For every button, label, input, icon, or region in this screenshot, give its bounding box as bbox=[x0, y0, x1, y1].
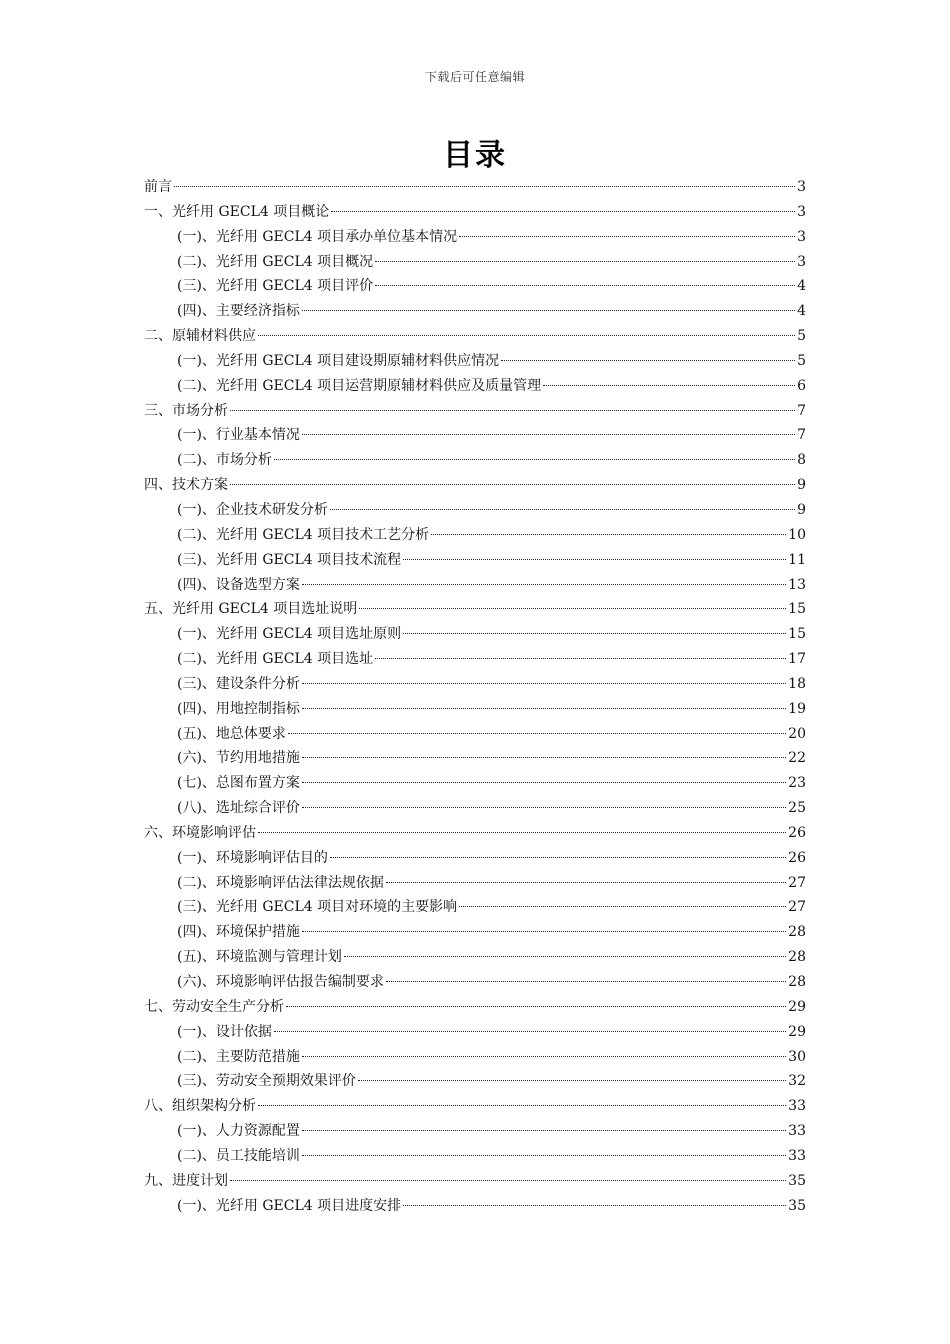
toc-dot-leader bbox=[302, 310, 795, 311]
toc-entry[interactable] bbox=[144, 821, 806, 846]
toc-entry-text: (三)、建设条件分析 bbox=[177, 675, 300, 692]
toc-entry[interactable] bbox=[144, 573, 806, 598]
toc-dot-leader bbox=[331, 211, 795, 212]
toc-dot-leader bbox=[431, 534, 786, 535]
toc-entry-text: (二)、光纤用 GECL4 项目技术工艺分析 bbox=[177, 526, 430, 543]
toc-entry-page-number: 7 bbox=[797, 427, 806, 444]
toc-entry[interactable] bbox=[144, 1069, 806, 1094]
toc-entry-page-number: 10 bbox=[788, 526, 806, 543]
toc-entry-page-number: 26 bbox=[788, 824, 806, 841]
toc-entry[interactable] bbox=[144, 970, 806, 995]
toc-entry-page-number: 5 bbox=[797, 328, 806, 345]
toc-entry-text: 四、技术方案 bbox=[144, 477, 228, 494]
toc-entry[interactable] bbox=[144, 200, 806, 225]
toc-entry[interactable] bbox=[144, 548, 806, 573]
toc-entry-text: (一)、人力资源配置 bbox=[177, 1123, 300, 1140]
toc-entry-page-number: 3 bbox=[797, 228, 806, 245]
header-note: 下载后可任意编辑 bbox=[424, 70, 525, 84]
toc-entry-text: (四)、设备选型方案 bbox=[177, 576, 300, 593]
toc-dot-leader bbox=[302, 584, 786, 585]
toc-entry-text: 三、市场分析 bbox=[144, 402, 228, 419]
toc-dot-leader bbox=[403, 559, 786, 560]
toc-dot-leader bbox=[302, 1155, 786, 1156]
toc-dot-leader bbox=[302, 757, 786, 758]
toc-entry[interactable] bbox=[144, 1045, 806, 1070]
toc-entry-text: (一)、光纤用 GECL4 项目建设期原辅材料供应情况 bbox=[177, 352, 500, 369]
toc-entry-text: (一)、环境影响评估目的 bbox=[177, 849, 328, 866]
toc-entry-page-number: 9 bbox=[797, 477, 806, 494]
toc-entry-page-number: 23 bbox=[788, 775, 806, 792]
toc-dot-leader bbox=[230, 1180, 786, 1181]
toc-entry-text: (三)、光纤用 GECL4 项目评价 bbox=[177, 278, 374, 295]
toc-dot-leader bbox=[286, 1006, 786, 1007]
toc-entry-page-number: 7 bbox=[797, 402, 806, 419]
toc-dot-leader bbox=[330, 857, 786, 858]
toc-entry[interactable] bbox=[144, 423, 806, 448]
toc-entry-page-number: 20 bbox=[788, 725, 806, 742]
toc-dot-leader bbox=[302, 434, 795, 435]
toc-entry[interactable] bbox=[144, 796, 806, 821]
toc-entry[interactable] bbox=[144, 771, 806, 796]
toc-entry-page-number: 28 bbox=[788, 949, 806, 966]
toc-dot-leader bbox=[302, 683, 786, 684]
toc-dot-leader bbox=[230, 484, 795, 485]
toc-entry[interactable] bbox=[144, 523, 806, 548]
toc-entry-text: (二)、光纤用 GECL4 项目运营期原辅材料供应及质量管理 bbox=[177, 377, 542, 394]
toc-entry-text: (二)、主要防范措施 bbox=[177, 1048, 300, 1065]
toc-entry-page-number: 33 bbox=[788, 1098, 806, 1115]
toc-dot-leader bbox=[330, 509, 795, 510]
toc-dot-leader bbox=[344, 956, 786, 957]
toc-entry-page-number: 29 bbox=[788, 998, 806, 1015]
toc-entry-page-number: 30 bbox=[788, 1048, 806, 1065]
toc-entry[interactable] bbox=[144, 871, 806, 896]
toc-dot-leader bbox=[459, 906, 786, 907]
toc-entry-page-number: 11 bbox=[788, 551, 806, 568]
toc-dot-leader bbox=[302, 708, 786, 709]
toc-dot-leader bbox=[302, 1056, 786, 1057]
toc-entry[interactable] bbox=[144, 324, 806, 349]
toc-entry-text: (一)、光纤用 GECL4 项目选址原则 bbox=[177, 626, 402, 643]
toc-entry-text: (二)、员工技能培训 bbox=[177, 1147, 300, 1164]
toc-dot-leader bbox=[543, 385, 795, 386]
toc-entry-page-number: 13 bbox=[788, 576, 806, 593]
toc-entry-page-number: 4 bbox=[797, 278, 806, 295]
toc-entry-page-number: 3 bbox=[797, 179, 806, 195]
toc-dot-leader bbox=[302, 807, 786, 808]
toc-dot-leader bbox=[274, 1031, 786, 1032]
toc-dot-leader bbox=[302, 1130, 786, 1131]
toc-entry-page-number: 15 bbox=[788, 601, 806, 618]
toc-entry-page-number: 35 bbox=[788, 1197, 806, 1214]
toc-entry[interactable] bbox=[144, 920, 806, 945]
toc-entry-page-number: 19 bbox=[788, 700, 806, 717]
toc-entry[interactable] bbox=[144, 672, 806, 697]
toc-entry-page-number: 28 bbox=[788, 974, 806, 990]
toc-entry-text: (四)、用地控制指标 bbox=[177, 700, 300, 717]
toc-entry[interactable] bbox=[144, 1194, 806, 1219]
toc-dot-leader bbox=[302, 931, 786, 932]
toc-entry-page-number: 8 bbox=[797, 452, 806, 469]
toc-dot-leader bbox=[403, 1205, 786, 1206]
toc-entry-text: 前言 bbox=[144, 179, 172, 195]
toc-entry-page-number: 18 bbox=[788, 675, 806, 692]
toc-entry[interactable] bbox=[144, 1119, 806, 1144]
toc-entry[interactable] bbox=[144, 647, 806, 672]
toc-entry-page-number: 26 bbox=[788, 849, 806, 866]
toc-entry-page-number: 29 bbox=[788, 1023, 806, 1040]
toc-entry-page-number: 35 bbox=[788, 1172, 806, 1189]
toc-title: 目录 bbox=[443, 138, 507, 173]
toc-entry-page-number: 17 bbox=[788, 651, 806, 668]
toc-entry[interactable] bbox=[144, 995, 806, 1020]
toc-dot-leader bbox=[386, 981, 786, 982]
toc-entry-text: (五)、地总体要求 bbox=[177, 725, 286, 742]
toc-entry-text: (一)、光纤用 GECL4 项目进度安排 bbox=[177, 1197, 402, 1214]
toc-entry[interactable] bbox=[144, 473, 806, 498]
toc-entry-page-number: 5 bbox=[797, 352, 806, 369]
toc-entry-text: (六)、节约用地措施 bbox=[177, 750, 300, 767]
toc-entry[interactable] bbox=[144, 299, 806, 324]
toc-dot-leader bbox=[288, 733, 786, 734]
toc-entry-page-number: 4 bbox=[797, 303, 806, 320]
toc-entry[interactable] bbox=[144, 622, 806, 647]
toc-entry[interactable] bbox=[144, 846, 806, 871]
toc-entry-page-number: 9 bbox=[797, 501, 806, 518]
toc-entry-page-number: 27 bbox=[788, 874, 806, 891]
toc-entry-page-number: 3 bbox=[797, 203, 806, 220]
toc-entry-text: (一)、企业技术研发分析 bbox=[177, 501, 328, 518]
toc-entry-page-number: 33 bbox=[788, 1123, 806, 1140]
toc-dot-leader bbox=[375, 261, 795, 262]
toc-entry-text: 九、进度计划 bbox=[144, 1172, 228, 1189]
toc-entry-text: 一、光纤用 GECL4 项目概论 bbox=[144, 203, 330, 220]
toc-entry-page-number: 22 bbox=[788, 750, 806, 767]
toc-dot-leader bbox=[386, 882, 786, 883]
toc-entry-text: (八)、选址综合评价 bbox=[177, 800, 300, 817]
toc-entry-page-number: 27 bbox=[788, 899, 806, 916]
toc-dot-leader bbox=[258, 832, 786, 833]
toc-dot-leader bbox=[403, 633, 786, 634]
toc-entry-text: (二)、环境影响评估法律法规依据 bbox=[177, 874, 384, 891]
toc-entry[interactable] bbox=[144, 746, 806, 771]
toc-entry-text: 五、光纤用 GECL4 项目选址说明 bbox=[144, 601, 358, 618]
toc-entry[interactable] bbox=[144, 597, 806, 622]
toc-entry-page-number: 33 bbox=[788, 1147, 806, 1164]
toc-dot-leader bbox=[459, 236, 795, 237]
toc-entry[interactable] bbox=[144, 349, 806, 374]
toc-entry-text: (一)、设计依据 bbox=[177, 1023, 272, 1040]
toc-dot-leader bbox=[375, 285, 795, 286]
toc-entry-text: (五)、环境监测与管理计划 bbox=[177, 949, 342, 966]
toc-list bbox=[144, 175, 806, 1218]
toc-entry-text: (二)、市场分析 bbox=[177, 452, 272, 469]
toc-dot-leader bbox=[302, 782, 786, 783]
toc-entry-text: (七)、总图布置方案 bbox=[177, 775, 300, 792]
toc-entry-text: (四)、主要经济指标 bbox=[177, 303, 300, 320]
toc-dot-leader bbox=[274, 459, 795, 460]
toc-dot-leader bbox=[375, 658, 786, 659]
toc-entry-page-number: 15 bbox=[788, 626, 806, 643]
toc-entry[interactable] bbox=[144, 722, 806, 747]
toc-entry[interactable] bbox=[144, 697, 806, 722]
toc-entry-text: 八、组织架构分析 bbox=[144, 1098, 256, 1115]
toc-entry[interactable] bbox=[144, 274, 806, 299]
toc-entry-text: 七、劳动安全生产分析 bbox=[144, 998, 284, 1015]
toc-entry-text: (三)、劳动安全预期效果评价 bbox=[177, 1073, 356, 1090]
toc-entry[interactable] bbox=[144, 1144, 806, 1169]
toc-entry-page-number: 6 bbox=[797, 377, 806, 394]
toc-entry[interactable] bbox=[144, 1020, 806, 1045]
toc-entry-page-number: 25 bbox=[788, 800, 806, 817]
toc-entry-text: 二、原辅材料供应 bbox=[144, 328, 256, 345]
toc-entry[interactable] bbox=[144, 374, 806, 399]
toc-entry-text: 六、环境影响评估 bbox=[144, 824, 256, 841]
toc-entry[interactable] bbox=[144, 1094, 806, 1119]
toc-entry-text: (四)、环境保护措施 bbox=[177, 924, 300, 941]
toc-entry-page-number: 32 bbox=[788, 1073, 806, 1090]
toc-entry-page-number: 3 bbox=[797, 253, 806, 270]
toc-entry[interactable] bbox=[144, 399, 806, 424]
toc-entry[interactable] bbox=[144, 250, 806, 275]
toc-dot-leader bbox=[258, 335, 795, 336]
toc-dot-leader bbox=[230, 410, 795, 411]
toc-entry[interactable] bbox=[144, 1169, 806, 1194]
toc-entry[interactable] bbox=[144, 175, 806, 200]
toc-entry-text: (六)、环境影响评估报告编制要求 bbox=[177, 974, 384, 990]
toc-entry[interactable] bbox=[144, 895, 806, 920]
toc-entry[interactable] bbox=[144, 225, 806, 250]
toc-entry[interactable] bbox=[144, 498, 806, 523]
toc-entry[interactable] bbox=[144, 945, 806, 970]
toc-entry-text: (三)、光纤用 GECL4 项目对环境的主要影响 bbox=[177, 899, 458, 916]
toc-entry-text: (一)、光纤用 GECL4 项目承办单位基本情况 bbox=[177, 228, 458, 245]
toc-entry-text: (二)、光纤用 GECL4 项目概况 bbox=[177, 253, 374, 270]
toc-entry-text: (一)、行业基本情况 bbox=[177, 427, 300, 444]
toc-dot-leader bbox=[501, 360, 795, 361]
toc-dot-leader bbox=[174, 186, 795, 187]
toc-dot-leader bbox=[358, 1080, 786, 1081]
toc-dot-leader bbox=[359, 608, 786, 609]
toc-entry[interactable] bbox=[144, 448, 806, 473]
toc-entry-page-number: 28 bbox=[788, 924, 806, 941]
toc-dot-leader bbox=[258, 1105, 786, 1106]
toc-entry-text: (三)、光纤用 GECL4 项目技术流程 bbox=[177, 551, 402, 568]
toc-entry-text: (二)、光纤用 GECL4 项目选址 bbox=[177, 651, 374, 668]
